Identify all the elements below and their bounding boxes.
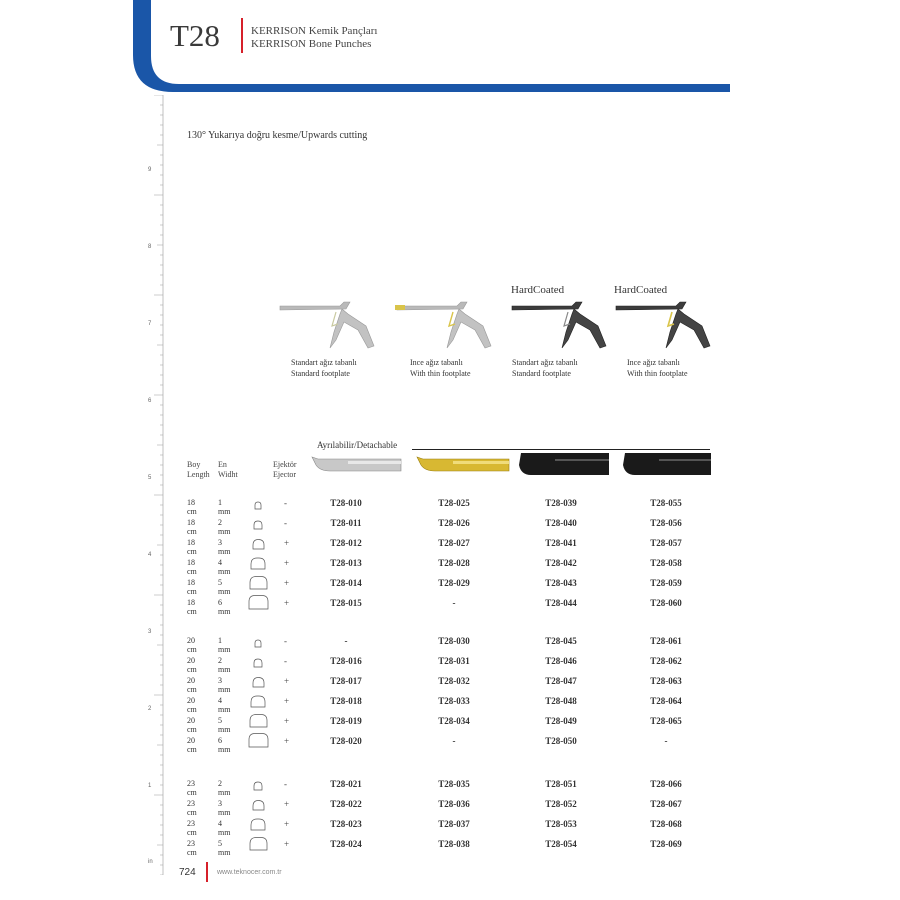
product-code: -: [664, 736, 668, 746]
width-cell: 6 mm: [218, 736, 231, 754]
width-cell: 3 mm: [218, 676, 231, 694]
length-cell: 18 cm: [187, 578, 197, 596]
ruler-ticks: [148, 95, 170, 875]
ruler-number: 1: [148, 783, 152, 789]
product-code: T28-042: [545, 558, 577, 568]
product-code: T28-061: [650, 636, 682, 646]
jaw-width-icon: [252, 795, 265, 811]
width-cell: 5 mm: [218, 716, 231, 734]
product-code: T28-053: [545, 819, 577, 829]
ejector-cell: +: [284, 799, 290, 809]
caption-turkish: Ince ağız tabanlı: [410, 358, 463, 367]
instrument-image-hardcoated-standard: [510, 300, 610, 352]
hardcoated-label: HardCoated: [614, 284, 668, 296]
inch-ruler: [148, 95, 170, 875]
product-code: T28-068: [650, 819, 682, 829]
width-cell: 2 mm: [218, 518, 231, 536]
jaw-width-icon: [250, 692, 266, 708]
title-turkish: KERRISON Kemik Pançları: [251, 25, 378, 37]
product-code: T28-010: [330, 498, 362, 508]
product-code: T28-037: [438, 819, 470, 829]
ejector-cell: -: [284, 518, 287, 528]
ruler-number: 6: [148, 398, 152, 404]
page-number: 724: [179, 867, 196, 878]
product-code: T28-023: [330, 819, 362, 829]
jaw-width-icon: [248, 594, 269, 610]
title-english: KERRISON Bone Punches: [251, 38, 372, 50]
jaw-width-icon: [254, 632, 262, 648]
product-code: T28-044: [545, 598, 577, 608]
length-cell: 18 cm: [187, 598, 197, 616]
product-code: T28-039: [545, 498, 577, 508]
ruler-number: 4: [148, 552, 152, 558]
product-code: T28-012: [330, 538, 362, 548]
jaw-width-icon: [253, 652, 263, 668]
length-cell: 23 cm: [187, 779, 197, 797]
caption-english: Standard footplate: [512, 369, 571, 378]
ejector-cell: -: [284, 779, 287, 789]
footer-url: www.teknocer.com.tr: [217, 869, 282, 876]
ejector-cell: +: [284, 558, 290, 568]
section-heading: 130° Yukarıya doğru kesme/Upwards cutting: [187, 130, 368, 141]
product-code: T28-056: [650, 518, 682, 528]
length-cell: 18 cm: [187, 518, 197, 536]
product-code: T28-063: [650, 676, 682, 686]
ejector-cell: +: [284, 598, 290, 608]
width-cell: 4 mm: [218, 819, 231, 837]
width-cell: 5 mm: [218, 839, 231, 857]
product-code: T28-019: [330, 716, 362, 726]
jaw-width-icon: [253, 775, 263, 791]
caption-english: Standard footplate: [291, 369, 350, 378]
caption-turkish: Standart ağız tabanlı: [291, 358, 357, 367]
product-code: -: [344, 636, 348, 646]
product-code: T28-016: [330, 656, 362, 666]
footer-divider: [206, 862, 208, 882]
ejector-cell: -: [284, 636, 287, 646]
product-code: T28-028: [438, 558, 470, 568]
tip-image-black: [515, 451, 610, 477]
product-code: T28-046: [545, 656, 577, 666]
jaw-width-icon: [249, 835, 268, 851]
product-code: T28-064: [650, 696, 682, 706]
product-code: T28-066: [650, 779, 682, 789]
header-divider: [241, 18, 243, 53]
product-code: T28-011: [330, 518, 362, 528]
jaw-width-icon: [248, 732, 269, 748]
jaw-width-icon: [252, 534, 265, 550]
product-code: T28-065: [650, 716, 682, 726]
ejector-cell: +: [284, 736, 290, 746]
jaw-width-icon: [250, 554, 266, 570]
length-cell: 20 cm: [187, 676, 197, 694]
product-code: T28-060: [650, 598, 682, 608]
ejector-cell: -: [284, 656, 287, 666]
width-cell: 6 mm: [218, 598, 231, 616]
product-code: T28-059: [650, 578, 682, 588]
product-code: T28-017: [330, 676, 362, 686]
width-cell: 3 mm: [218, 538, 231, 556]
product-code: T28-047: [545, 676, 577, 686]
length-cell: 18 cm: [187, 558, 197, 576]
ruler-number: 7: [148, 321, 152, 327]
caption-turkish: Ince ağız tabanlı: [627, 358, 680, 367]
ruler-number: 9: [148, 167, 152, 173]
length-cell: 20 cm: [187, 736, 197, 754]
product-code: T28-038: [438, 839, 470, 849]
header-width: En Widht: [218, 460, 238, 479]
length-cell: 20 cm: [187, 636, 197, 654]
length-cell: 20 cm: [187, 696, 197, 714]
length-cell: 18 cm: [187, 498, 197, 516]
instrument-caption: [512, 357, 578, 379]
length-cell: 23 cm: [187, 819, 197, 837]
width-cell: 4 mm: [218, 558, 231, 576]
caption-turkish: Standart ağız tabanlı: [512, 358, 578, 367]
ejector-cell: +: [284, 819, 290, 829]
detachable-rule: [412, 449, 710, 450]
tip-image-standard: [308, 453, 403, 477]
product-code: T28-032: [438, 676, 470, 686]
product-code: T28-062: [650, 656, 682, 666]
product-code: T28-026: [438, 518, 470, 528]
instrument-image-hardcoated-thin: [614, 300, 714, 352]
product-code: T28-069: [650, 839, 682, 849]
ejector-cell: +: [284, 676, 290, 686]
jaw-width-icon: [253, 514, 263, 530]
product-code: T28-052: [545, 799, 577, 809]
product-code: T28-014: [330, 578, 362, 588]
width-cell: 1 mm: [218, 636, 231, 654]
instrument-caption: [627, 357, 688, 379]
jaw-width-icon: [249, 574, 268, 590]
product-code: T28-043: [545, 578, 577, 588]
width-cell: 1 mm: [218, 498, 231, 516]
width-cell: 4 mm: [218, 696, 231, 714]
ruler-number: 8: [148, 244, 152, 250]
length-cell: 23 cm: [187, 839, 197, 857]
product-code: T28-036: [438, 799, 470, 809]
product-code: T28-034: [438, 716, 470, 726]
product-code: T28-055: [650, 498, 682, 508]
product-code: T28-058: [650, 558, 682, 568]
instrument-caption: [410, 357, 471, 379]
instrument-image-standard: [278, 300, 378, 352]
width-cell: 5 mm: [218, 578, 231, 596]
catalog-code: T28: [170, 18, 220, 53]
width-cell: 2 mm: [218, 656, 231, 674]
tip-image-gold: [413, 453, 510, 477]
product-code: T28-045: [545, 636, 577, 646]
product-code: -: [452, 736, 456, 746]
header-length: Boy Length: [187, 460, 210, 479]
product-code: T28-035: [438, 779, 470, 789]
ejector-cell: +: [284, 839, 290, 849]
product-code: T28-054: [545, 839, 577, 849]
ruler-number: 5: [148, 475, 152, 481]
product-code: T28-024: [330, 839, 362, 849]
ejector-cell: +: [284, 716, 290, 726]
product-code: T28-050: [545, 736, 577, 746]
product-code: T28-029: [438, 578, 470, 588]
length-cell: 18 cm: [187, 538, 197, 556]
product-code: T28-013: [330, 558, 362, 568]
ejector-cell: +: [284, 696, 290, 706]
tip-image-black-thin: [619, 451, 712, 477]
product-code: T28-051: [545, 779, 577, 789]
width-cell: 2 mm: [218, 779, 231, 797]
product-code: T28-025: [438, 498, 470, 508]
instrument-caption: [291, 357, 357, 379]
product-code: T28-040: [545, 518, 577, 528]
product-code: T28-067: [650, 799, 682, 809]
product-code: T28-021: [330, 779, 362, 789]
header-ejector: Ejektör Ejector: [273, 460, 297, 479]
ejector-cell: +: [284, 538, 290, 548]
ruler-number: 3: [148, 629, 152, 635]
product-code: -: [452, 598, 456, 608]
detachable-label: Ayrılabilir/Detachable: [317, 440, 398, 450]
ruler-number: 2: [148, 706, 152, 712]
product-code: T28-031: [438, 656, 470, 666]
jaw-width-icon: [249, 712, 268, 728]
product-code: T28-020: [330, 736, 362, 746]
product-code: T28-057: [650, 538, 682, 548]
ejector-cell: -: [284, 498, 287, 508]
ruler-number: in: [148, 859, 153, 865]
caption-english: With thin footplate: [627, 369, 688, 378]
ejector-cell: +: [284, 578, 290, 588]
product-code: T28-048: [545, 696, 577, 706]
header-band: [133, 0, 730, 92]
jaw-width-icon: [252, 672, 265, 688]
jaw-width-icon: [250, 815, 266, 831]
product-code: T28-030: [438, 636, 470, 646]
product-code: T28-027: [438, 538, 470, 548]
length-cell: 23 cm: [187, 799, 197, 817]
product-code: T28-049: [545, 716, 577, 726]
instrument-image-thin: [395, 300, 495, 352]
length-cell: 20 cm: [187, 716, 197, 734]
length-cell: 20 cm: [187, 656, 197, 674]
product-code: T28-033: [438, 696, 470, 706]
jaw-width-icon: [254, 494, 262, 510]
hardcoated-label: HardCoated: [511, 284, 565, 296]
width-cell: 3 mm: [218, 799, 231, 817]
product-code: T28-018: [330, 696, 362, 706]
caption-english: With thin footplate: [410, 369, 471, 378]
product-code: T28-022: [330, 799, 362, 809]
product-code: T28-015: [330, 598, 362, 608]
product-code: T28-041: [545, 538, 577, 548]
